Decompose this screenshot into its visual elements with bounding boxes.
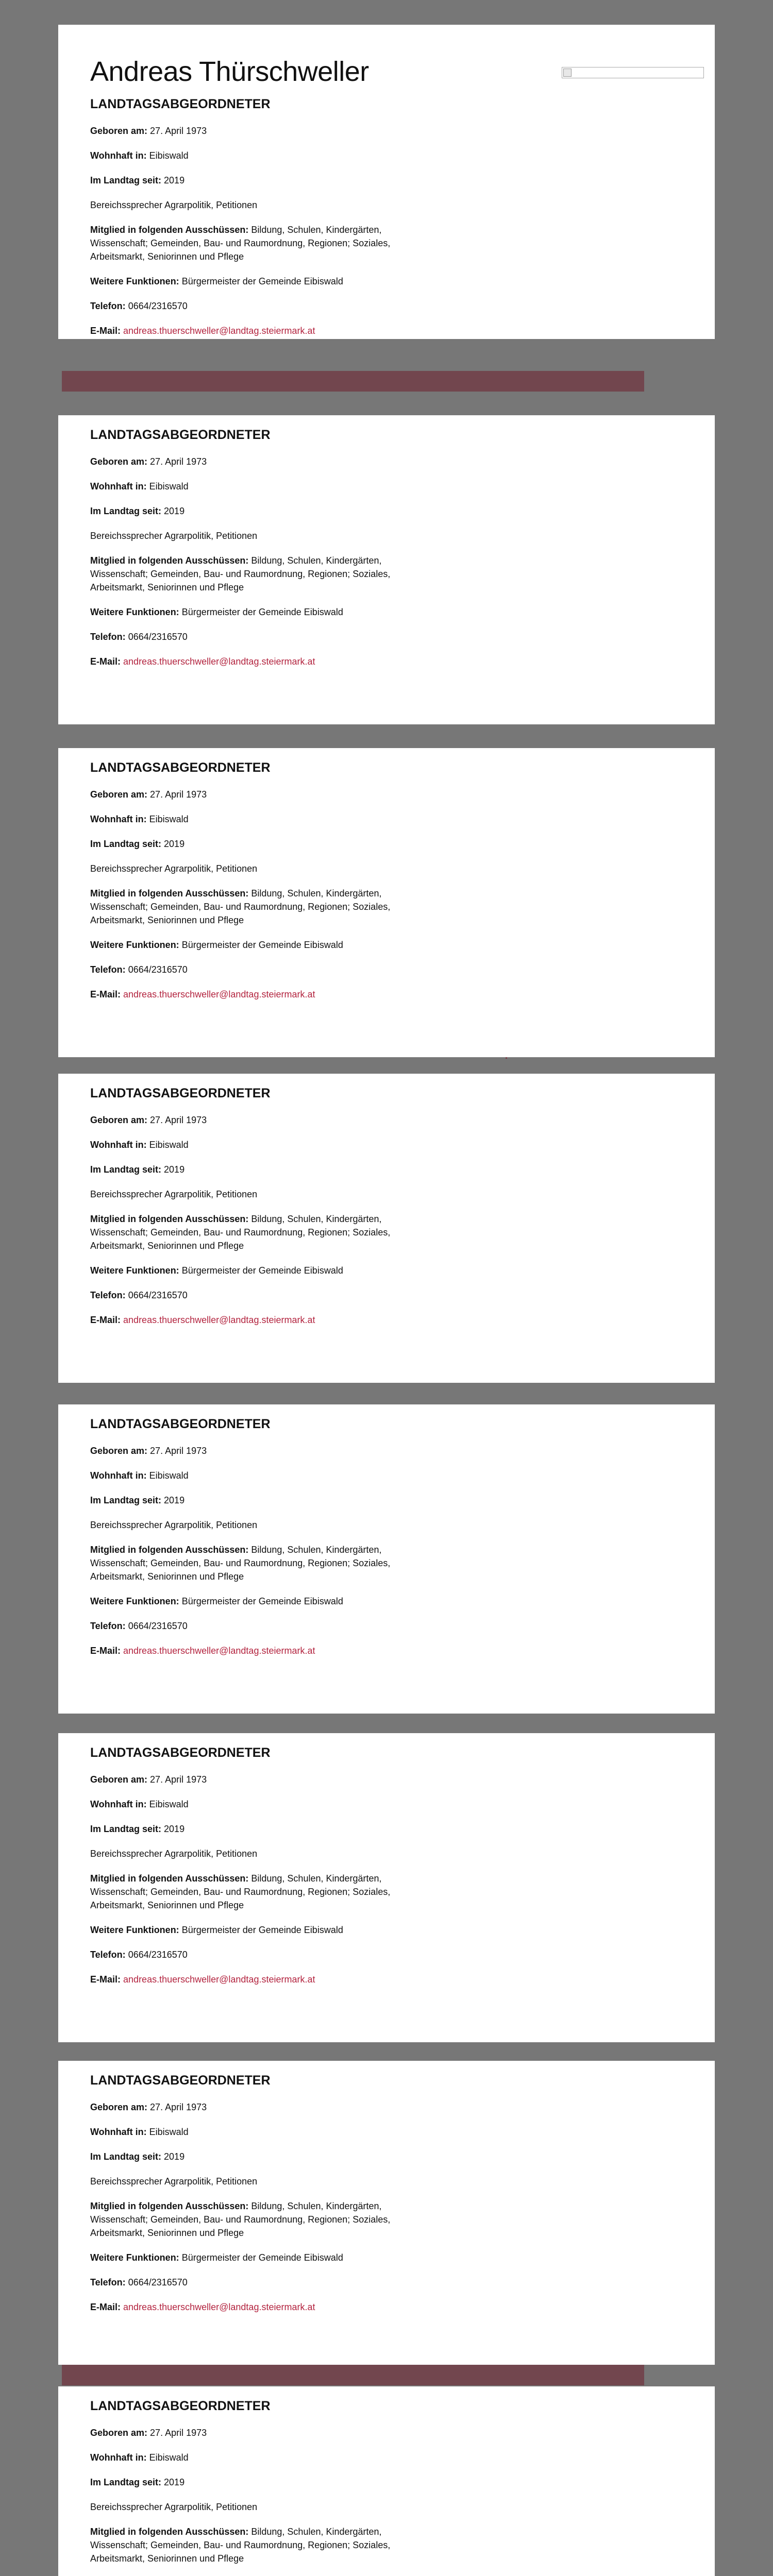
email-link[interactable]: andreas.thuerschweller@landtag.steiermark.at — [123, 656, 315, 667]
speaker-areas: Bereichssprecher Agrarpolitik, Petitionen — [90, 200, 258, 210]
background-photo — [62, 2365, 644, 2385]
speaker-areas: Bereichssprecher Agrarpolitik, Petitionen — [90, 2176, 258, 2187]
landtag-since: Im Landtag seit: 2019 — [90, 175, 185, 185]
email-link[interactable]: andreas.thuerschweller@landtag.steiermark.at — [123, 2302, 315, 2312]
email: E-Mail: andreas.thuerschweller@landtag.steiermark.at — [90, 1646, 315, 1656]
profile-role: LANDTAGSABGEORDNETER — [90, 2073, 271, 2088]
profile-card — [58, 25, 715, 339]
committees: Mitglied in folgenden Ausschüssen: Bildung, Schulen, Kindergärten, Wissenschaft; Gemeinden, Bau- und Raumordnung, Regionen; Soziales, Arbeitsmarkt, Seniorinnen und Pflege — [90, 555, 391, 592]
landtag-since: Im Landtag seit: 2019 — [90, 506, 185, 516]
profile-card — [58, 415, 715, 724]
speaker-areas: Bereichssprecher Agrarpolitik, Petitionen — [90, 1520, 258, 1530]
residence: Wohnhaft in: Eibiswald — [90, 150, 189, 161]
further-functions: Weitere Funktionen: Bürgermeister der Gemeinde Eibiswald — [90, 2252, 343, 2263]
landtag-since: Im Landtag seit: 2019 — [90, 1495, 185, 1505]
landtag-since: Im Landtag seit: 2019 — [90, 2151, 185, 2162]
residence: Wohnhaft in: Eibiswald — [90, 2452, 189, 2463]
residence: Wohnhaft in: Eibiswald — [90, 814, 189, 824]
landtag-since: Im Landtag seit: 2019 — [90, 2477, 185, 2487]
birth-date: Geboren am: 27. April 1973 — [90, 126, 207, 136]
further-functions: Weitere Funktionen: Bürgermeister der Gemeinde Eibiswald — [90, 1925, 343, 1935]
landtag-since: Im Landtag seit: 2019 — [90, 1164, 185, 1175]
birth-date: Geboren am: 27. April 1973 — [90, 2428, 207, 2438]
landtag-since: Im Landtag seit: 2019 — [90, 839, 185, 849]
birth-date: Geboren am: 27. April 1973 — [90, 1115, 207, 1125]
residence: Wohnhaft in: Eibiswald — [90, 481, 189, 492]
background-photo — [62, 371, 644, 392]
committees: Mitglied in folgenden Ausschüssen: Bildung, Schulen, Kindergärten, Wissenschaft; Gemeinden, Bau- und Raumordnung, Regionen; Soziales, Arbeitsmarkt, Seniorinnen und Pflege — [90, 1214, 391, 1251]
profile-card — [58, 1404, 715, 1714]
speaker-areas: Bereichssprecher Agrarpolitik, Petitionen — [90, 2502, 258, 2512]
committees: Mitglied in folgenden Ausschüssen: Bildung, Schulen, Kindergärten, Wissenschaft; Gemeinden, Bau- und Raumordnung, Regionen; Soziales, Arbeitsmarkt, Seniorinnen und Pflege — [90, 1873, 391, 1910]
email-link[interactable]: andreas.thuerschweller@landtag.steiermark.at — [123, 326, 315, 336]
profile-card — [58, 1733, 715, 2042]
residence: Wohnhaft in: Eibiswald — [90, 1799, 189, 1809]
further-functions: Weitere Funktionen: Bürgermeister der Gemeinde Eibiswald — [90, 276, 343, 286]
profile-card — [58, 1074, 715, 1383]
speaker-areas: Bereichssprecher Agrarpolitik, Petitionen — [90, 1849, 258, 1859]
profile-role: LANDTAGSABGEORDNETER — [90, 1745, 271, 1760]
birth-date: Geboren am: 27. April 1973 — [90, 1446, 207, 1456]
further-functions: Weitere Funktionen: Bürgermeister der Gemeinde Eibiswald — [90, 1596, 343, 1606]
phone: Telefon: 0664/2316570 — [90, 2277, 188, 2287]
phone: Telefon: 0664/2316570 — [90, 964, 188, 975]
committees: Mitglied in folgenden Ausschüssen: Bildung, Schulen, Kindergärten, Wissenschaft; Gemeinden, Bau- und Raumordnung, Regionen; Soziales, Arbeitsmarkt, Seniorinnen und Pflege — [90, 1545, 391, 1582]
residence: Wohnhaft in: Eibiswald — [90, 2127, 189, 2137]
birth-date: Geboren am: 27. April 1973 — [90, 1774, 207, 1785]
email-link[interactable]: andreas.thuerschweller@landtag.steiermark.at — [123, 1974, 315, 1985]
further-functions: Weitere Funktionen: Bürgermeister der Gemeinde Eibiswald — [90, 607, 343, 617]
phone: Telefon: 0664/2316570 — [90, 1290, 188, 1300]
profile-card — [58, 2061, 715, 2365]
committees: Mitglied in folgenden Ausschüssen: Bildung, Schulen, Kindergärten, Wissenschaft; Gemeinden, Bau- und Raumordnung, Regionen; Soziales, Arbeitsmarkt, Seniorinnen und Pflege — [90, 888, 391, 925]
email: E-Mail: andreas.thuerschweller@landtag.steiermark.at — [90, 989, 315, 999]
profile-role: LANDTAGSABGEORDNETER — [90, 428, 271, 442]
phone: Telefon: 0664/2316570 — [90, 1950, 188, 1960]
speaker-areas: Bereichssprecher Agrarpolitik, Petitionen — [90, 1189, 258, 1199]
profile-card — [58, 748, 715, 1057]
speaker-areas: Bereichssprecher Agrarpolitik, Petitionen — [90, 863, 258, 874]
email: E-Mail: andreas.thuerschweller@landtag.steiermark.at — [90, 1315, 315, 1325]
further-functions: Weitere Funktionen: Bürgermeister der Gemeinde Eibiswald — [90, 940, 343, 950]
committees: Mitglied in folgenden Ausschüssen: Bildung, Schulen, Kindergärten, Wissenschaft; Gemeinden, Bau- und Raumordnung, Regionen; Soziales, Arbeitsmarkt, Seniorinnen und Pflege — [90, 225, 391, 262]
profile-name: Andreas Thürschweller — [90, 56, 369, 87]
profile-role: LANDTAGSABGEORDNETER — [90, 760, 271, 775]
speaker-areas: Bereichssprecher Agrarpolitik, Petitionen — [90, 531, 258, 541]
profile-role: LANDTAGSABGEORDNETER — [90, 1086, 271, 1100]
birth-date: Geboren am: 27. April 1973 — [90, 789, 207, 800]
further-functions: Weitere Funktionen: Bürgermeister der Gemeinde Eibiswald — [90, 1265, 343, 1276]
email-link[interactable]: andreas.thuerschweller@landtag.steiermark.at — [123, 989, 315, 999]
committees: Mitglied in folgenden Ausschüssen: Bildung, Schulen, Kindergärten, Wissenschaft; Gemeinden, Bau- und Raumordnung, Regionen; Soziales, Arbeitsmarkt, Seniorinnen und Pflege — [90, 2201, 391, 2238]
profile-photo — [562, 67, 704, 78]
phone: Telefon: 0664/2316570 — [90, 632, 188, 642]
phone: Telefon: 0664/2316570 — [90, 301, 188, 311]
birth-date: Geboren am: 27. April 1973 — [90, 2102, 207, 2112]
committees: Mitglied in folgenden Ausschüssen: Bildung, Schulen, Kindergärten, Wissenschaft; Gemeinden, Bau- und Raumordnung, Regionen; Soziales, Arbeitsmarkt, Seniorinnen und Pflege — [90, 2527, 391, 2564]
phone: Telefon: 0664/2316570 — [90, 1621, 188, 1631]
residence: Wohnhaft in: Eibiswald — [90, 1140, 189, 1150]
broken-image-icon — [563, 69, 572, 77]
birth-date: Geboren am: 27. April 1973 — [90, 456, 207, 467]
email: E-Mail: andreas.thuerschweller@landtag.steiermark.at — [90, 1974, 315, 1985]
email-link[interactable]: andreas.thuerschweller@landtag.steiermark.at — [123, 1646, 315, 1656]
profile-role: LANDTAGSABGEORDNETER — [90, 97, 271, 111]
residence: Wohnhaft in: Eibiswald — [90, 1470, 189, 1481]
profile-role: LANDTAGSABGEORDNETER — [90, 2399, 271, 2413]
email: E-Mail: andreas.thuerschweller@landtag.steiermark.at — [90, 656, 315, 667]
email: E-Mail: andreas.thuerschweller@landtag.steiermark.at — [90, 326, 315, 336]
profile-role: LANDTAGSABGEORDNETER — [90, 1417, 271, 1431]
profile-header — [90, 25, 683, 97]
email: E-Mail: andreas.thuerschweller@landtag.steiermark.at — [90, 2302, 315, 2312]
email-link[interactable]: andreas.thuerschweller@landtag.steiermark.at — [123, 1315, 315, 1325]
profile-card — [58, 2386, 715, 2576]
landtag-since: Im Landtag seit: 2019 — [90, 1824, 185, 1834]
